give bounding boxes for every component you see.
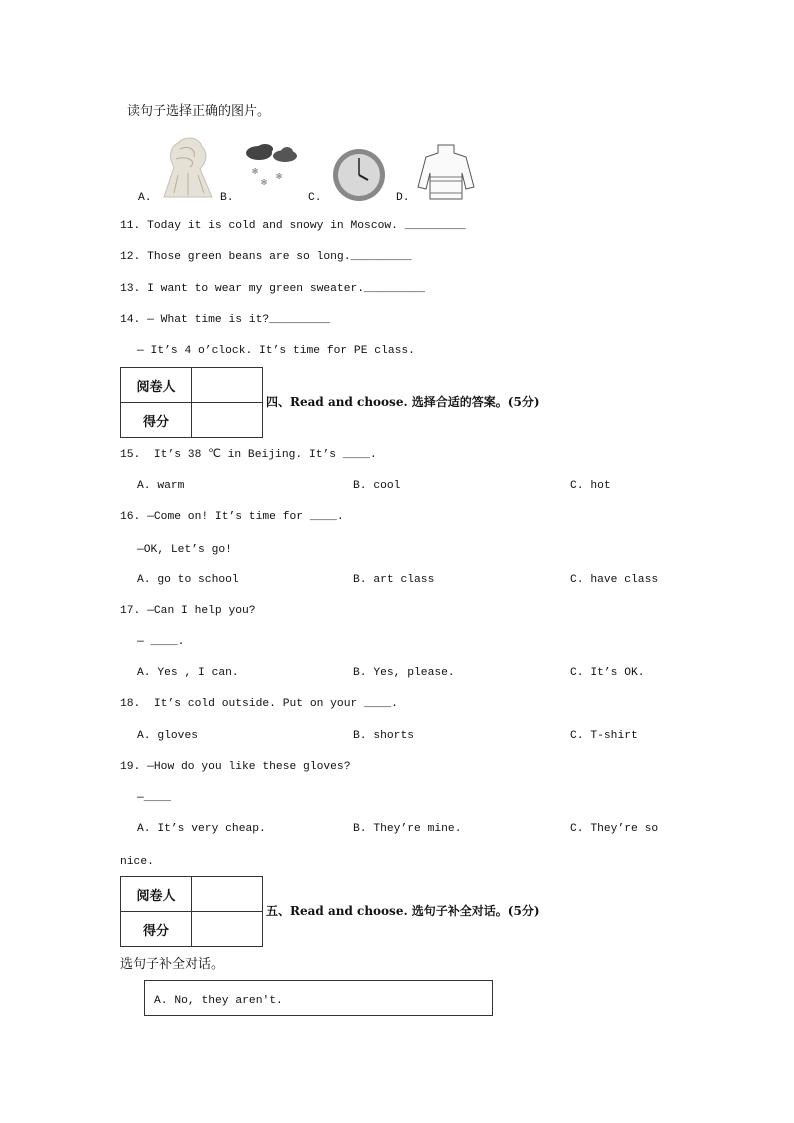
question-12: 12. Those green beans are so long._________ bbox=[120, 251, 412, 263]
reviewer-label: 阅卷人 bbox=[121, 877, 192, 912]
section4-heading: 四、Read and choose. 选择合适的答案。(5分) bbox=[266, 395, 540, 409]
option-label-b: B. bbox=[220, 192, 234, 204]
q15-option-b: B. cool bbox=[353, 480, 401, 492]
svg-text:✻: ✻ bbox=[252, 167, 259, 178]
q16-option-c: C. have class bbox=[570, 574, 659, 586]
q19-option-c: C. They’re so bbox=[570, 823, 659, 835]
option-box bbox=[144, 980, 493, 1016]
question-17-reply: — ____. bbox=[137, 636, 185, 648]
score-cell[interactable] bbox=[192, 403, 263, 438]
sweater-icon bbox=[416, 143, 476, 201]
reviewer-label: 阅卷人 bbox=[121, 368, 192, 403]
score-table bbox=[120, 367, 263, 438]
q17-option-b: B. Yes, please. bbox=[353, 667, 455, 679]
q19-option-a: A. It’s very cheap. bbox=[137, 823, 266, 835]
q18-option-a: A. gloves bbox=[137, 730, 199, 742]
question-15: 15. It’s 38 ℃ in Beijing. It’s ____. bbox=[120, 449, 377, 461]
svg-text:✻: ✻ bbox=[261, 178, 268, 185]
clock-icon bbox=[332, 148, 386, 202]
q19-option-c-wrap: nice. bbox=[120, 856, 154, 868]
svg-text:✻: ✻ bbox=[276, 172, 283, 183]
question-13: 13. I want to wear my green sweater._________ bbox=[120, 283, 426, 295]
section5-heading: 五、Read and choose. 选句子补全对话。(5分) bbox=[266, 904, 540, 918]
q17-option-a: A. Yes , I can. bbox=[137, 667, 239, 679]
q17-option-c: C. It’s OK. bbox=[570, 667, 645, 679]
question-17: 17. —Can I help you? bbox=[120, 605, 256, 617]
question-16-reply: —OK, Let’s go! bbox=[137, 544, 232, 556]
snowy-cloud-icon bbox=[243, 143, 298, 185]
question-19: 19. —How do you like these gloves? bbox=[120, 761, 351, 773]
q19-option-b: B. They’re mine. bbox=[353, 823, 462, 835]
option-label-c: C. bbox=[308, 192, 322, 204]
wind-icon bbox=[160, 135, 215, 201]
q16-option-b: B. art class bbox=[353, 574, 435, 586]
section5-instruction: 选句子补全对话。 bbox=[120, 957, 225, 972]
q18-option-b: B. shorts bbox=[353, 730, 415, 742]
question-11: 11. Today it is cold and snowy in Moscow. _________ bbox=[120, 220, 466, 232]
box-option-a: A. No, they aren't. bbox=[154, 995, 283, 1007]
score-label: 得分 bbox=[121, 912, 192, 947]
q18-option-c: C. T-shirt bbox=[570, 730, 638, 742]
score-label: 得分 bbox=[121, 403, 192, 438]
score-cell[interactable] bbox=[192, 912, 263, 947]
q16-option-a: A. go to school bbox=[137, 574, 239, 586]
question-14-answer: — It’s 4 o’clock. It’s time for PE class. bbox=[137, 345, 415, 357]
instruction: 读句子选择正确的图片。 bbox=[127, 104, 271, 119]
q15-option-c: C. hot bbox=[570, 480, 611, 492]
reviewer-cell[interactable] bbox=[192, 877, 263, 912]
question-14: 14. — What time is it?_________ bbox=[120, 314, 331, 326]
question-19-reply: —____ bbox=[137, 792, 171, 804]
option-label-d: D. bbox=[396, 192, 410, 204]
score-table-2 bbox=[120, 876, 263, 947]
question-16: 16. —Come on! It’s time for ____. bbox=[120, 511, 344, 523]
q15-option-a: A. warm bbox=[137, 480, 185, 492]
reviewer-cell[interactable] bbox=[192, 368, 263, 403]
option-label-a: A. bbox=[138, 192, 152, 204]
question-18: 18. It’s cold outside. Put on your ____. bbox=[120, 698, 398, 710]
